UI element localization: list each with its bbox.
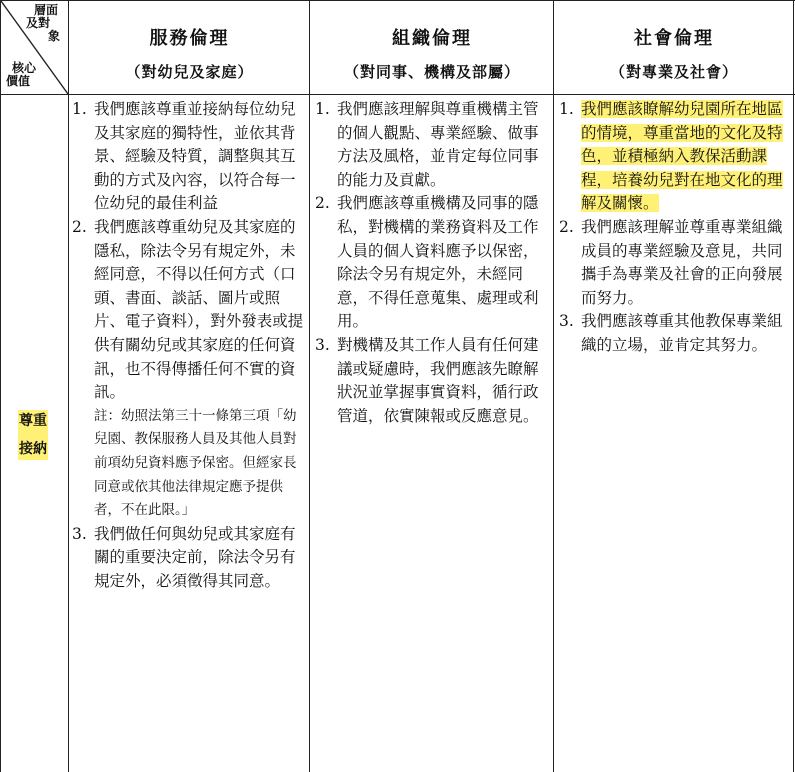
highlighted-text: 我們應該瞭解幼兒園所在地區的情境，尊重當地的文化及特色，並積極納入教保活動課程，培養幼兒對在地文化的理解及關懷。 [581,100,783,213]
column-divider-1 [68,0,69,772]
organization-item-1: 1. 我們應該理解與尊重機構主管的個人觀點、專業經驗、做事方法及風格，並肯定每位同事的能力及貢獻。 [315,100,539,189]
table-border-right [793,0,794,772]
society-ethics-cell [559,98,789,358]
column-divider-3 [553,0,554,772]
column-title-service: 服務倫理 [149,28,230,49]
row-label-respect-acceptance: 尊重 接納 [18,410,48,460]
column-subtitle-organization: （對同事、機構及部屬） [343,63,520,81]
service-item-1: 1. 我們應該尊重並接納每位幼兒及其家庭的獨特性，並依其背景、經驗及特質，調整與其互動的方式及內容，以符合每一位幼兒的最佳利益 [72,100,296,213]
table-border-left [0,0,1,772]
table-border-top [0,0,795,1]
service-item-2: 2. 我們應該尊重幼兒及其家庭的隱私，除法令另有規定外，未經同意，不得以任何方式（口頭、書面、談話、圖片或照片、電子資料），對外發表或提供有關幼兒或其家庭的任何資訊，也不得傳播任何不實的資訊。 [72,217,304,402]
column-title-organization: 組織倫理 [392,28,472,49]
society-item-3: 3. 我們應該尊重其他教保專業組織的立場，並肯定其努力。 [559,312,783,354]
society-item-1: 1. 我們應該瞭解幼兒園所在地區的情境，尊重當地的文化及特色，並積極納入教保活動課程，培養幼兒對在地文化的理解及關懷。 [559,100,783,213]
organization-ethics-cell [315,98,549,428]
column-divider-2 [309,0,310,772]
column-title-society: 社會倫理 [634,28,714,49]
service-ethics-cell [72,98,304,593]
corner-label-core-value: 核心 價值 [6,61,37,88]
organization-item-3: 3. 對機構及其工作人員有任何建議或疑慮時，我們應該先瞭解狀況並掌握事實資料，循行政管道，依實陳報或反應意見。 [315,335,539,425]
service-item-2-note: 註：幼照法第三十一條第三項「幼兒園、教保服務人員及其他人員對前項幼兒資料應予保密。但經家長同意或依其他法律規定應予提供者，不在此限。」 [94,407,297,519]
column-subtitle-service: （對幼兒及家庭） [125,63,254,81]
society-item-2: 2. 我們應該理解並尊重專業組織成員的專業經驗及意見，共同攜手為專業及社會的正向發展而努力。 [559,217,783,307]
service-item-3: 3. 我們做任何與幼兒或其家庭有關的重要決定前，除法令另有規定外，必須徵得其同意。 [72,524,296,590]
corner-label-dimension: 層面 及對 象 [26,3,61,43]
column-subtitle-society: （對專業及社會） [609,63,738,81]
header-divider [0,94,795,95]
organization-item-2: 2. 我們應該尊重機構及同事的隱私，對機構的業務資料及工作人員的個人資料應予以保密，除法令另有規定外，未經同意，不得任意蒐集、處理或利用。 [315,194,539,331]
